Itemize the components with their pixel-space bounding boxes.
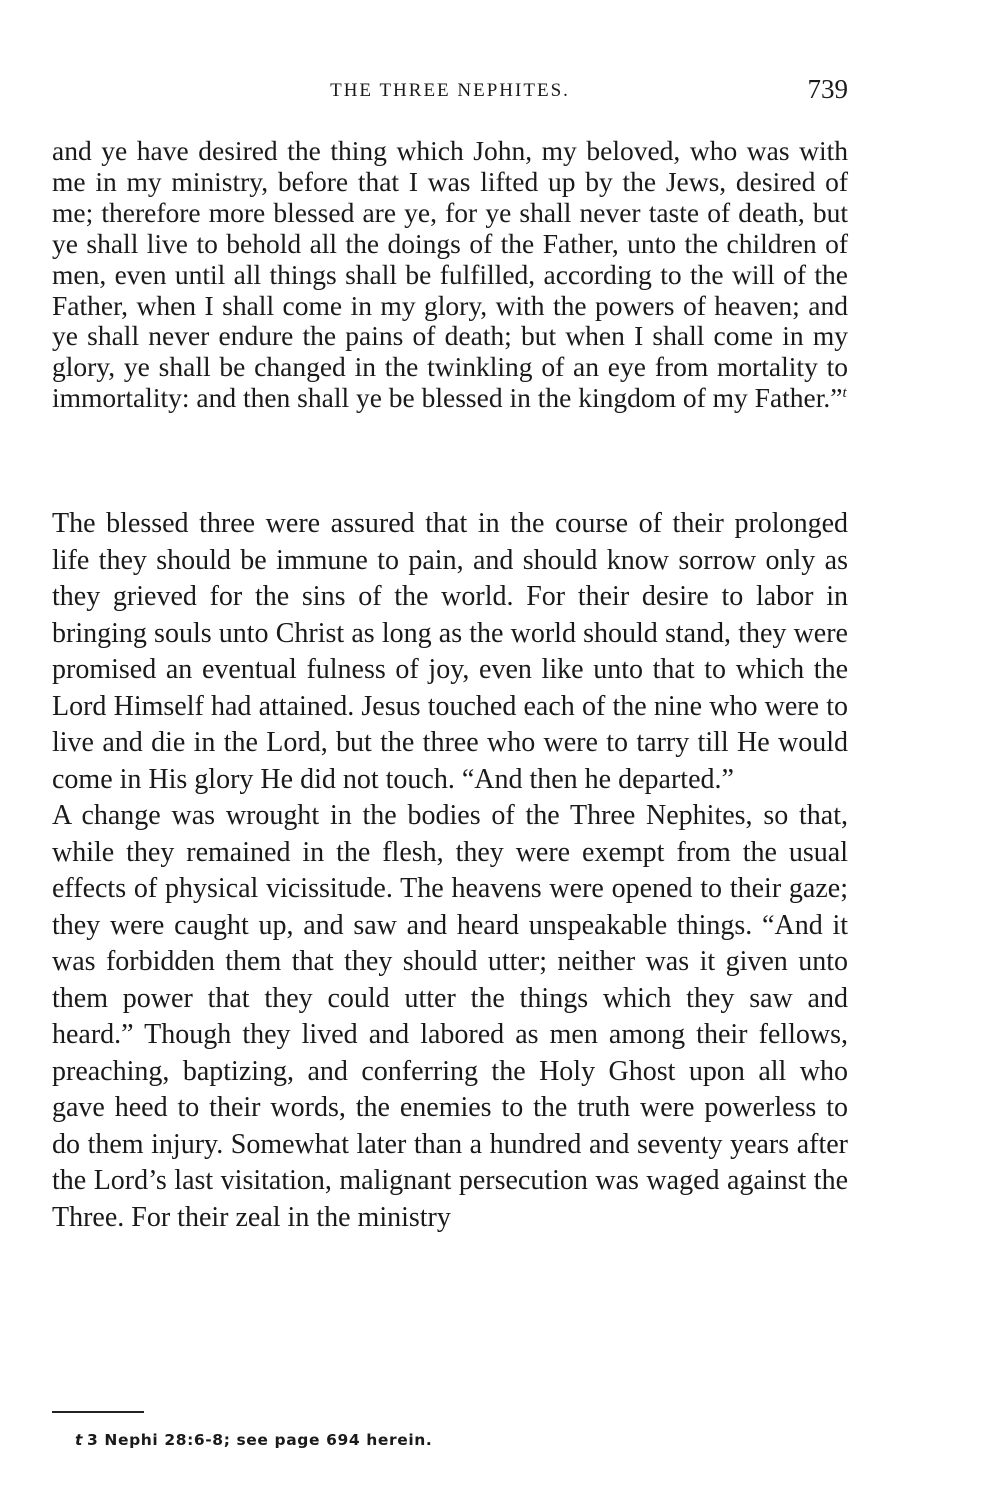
- paragraph: A change was wrought in the bodies of the Three Nephites, so that, while they remained in the flesh, they were exempt from the usual effects of physical vicissitude. The heavens were opened to their gaze; they were caught up, and saw and heard unspeakable things. “And it was forbidden them that they should utter; neither was it given unto them power that they could utter the things which they saw and heard.” Though they lived and labored as men among their fellows, preaching, baptizing, and conferring the Holy Ghost upon all who gave heed to their words, the enemies to the truth were powerless to do them injury. Somewhat later than a hundred and seventy years after the Lord’s last visitation, malignant persecution was waged against the Three. For their zeal in the ministry: [52, 800, 848, 1233]
- quoted-passage-text: and ye have desired the thing which John, my beloved, who was with me in my ministry, before that I was lifted up by the Jews, desired of me; therefore more blessed are ye, for ye shall never taste of death, but ye shall live to behold all the doings of the Father, unto the children of men, even until all things shall be fulfilled, according to the will of the Father, when I shall come in my glory, with the powers of heaven; and ye shall never endure the pains of death; but when I shall come in my glory, ye shall be changed in the twinkling of an eye from mortality to immortality: and then shall ye be blessed in the kingdom of my Father.”: [52, 135, 848, 414]
- footnote-marker: t: [75, 1431, 84, 1449]
- page-number: 739: [807, 74, 848, 104]
- paragraph: The blessed three were assured that in the course of their prolonged life they should be immune to pain, and should know sorrow only as they grieved for the sins of the world. For their desire to labor in bringing souls unto Christ as long as the world should stand, they were promised an eventual fulness of joy, even like unto that to which the Lord Himself had attained. Jesus touched each of the nine who were to live and die in the Lord, but the three who were to tarry till He would come in His glory He did not touch. “And then he departed.”: [52, 508, 848, 795]
- body-text: [52, 506, 848, 1236]
- footnote: [75, 1431, 432, 1449]
- running-head: [52, 74, 848, 110]
- footnote-reference: t: [842, 385, 847, 402]
- quoted-passage: [52, 136, 848, 414]
- footnote-text: 3 Nephi 28:6-8; see page 694 herein.: [87, 1431, 433, 1449]
- running-title: THE THREE NEPHITES.: [330, 80, 570, 101]
- footnote-divider: [52, 1411, 144, 1413]
